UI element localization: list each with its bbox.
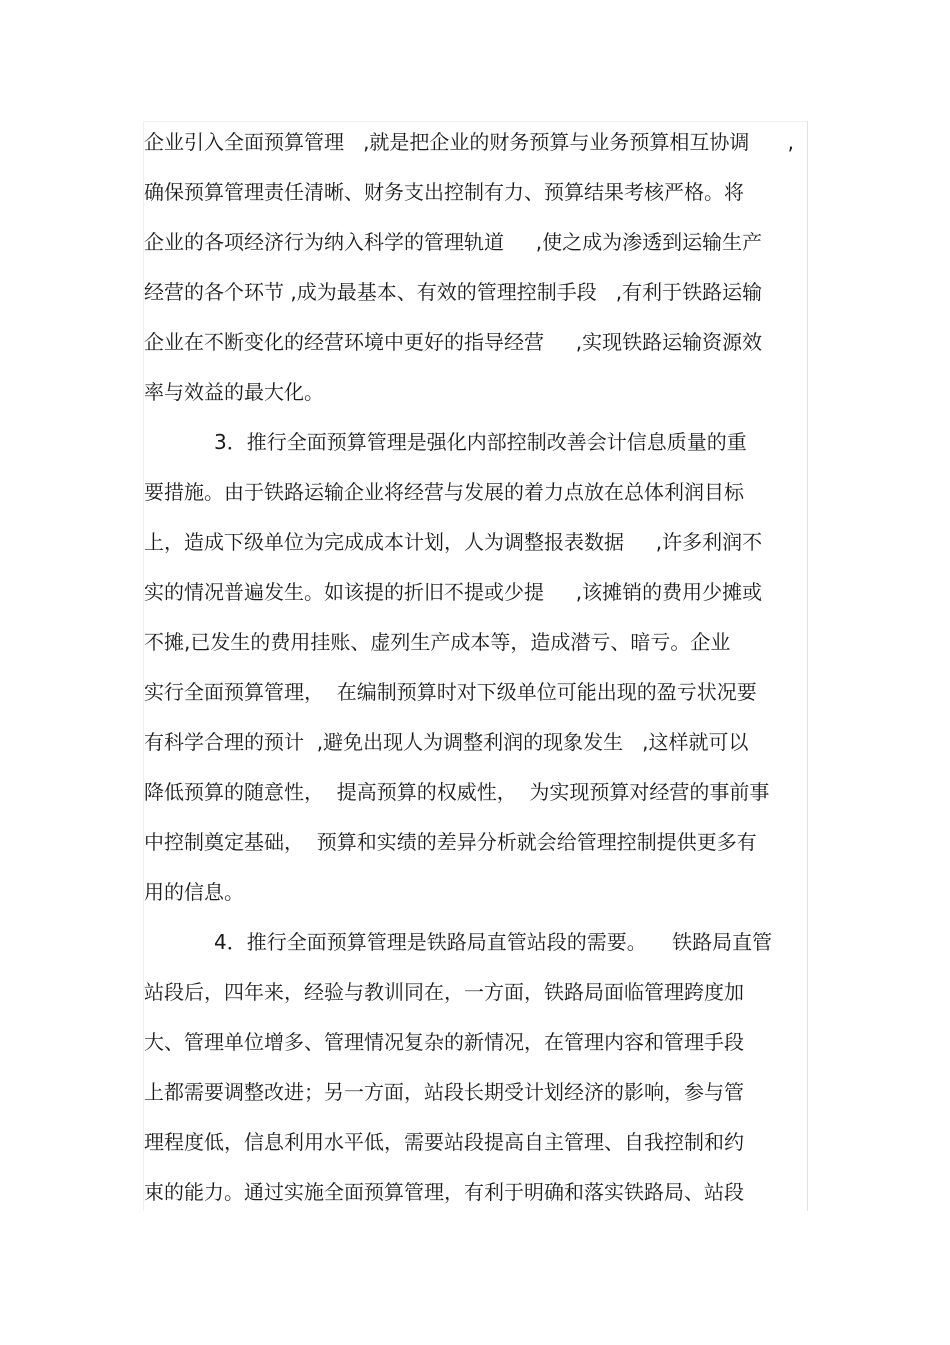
body-text-line: 确保预算管理责任清晰、财务支出控制有力、预算结果考核严格。将 bbox=[144, 180, 744, 204]
body-text-line: 企业在不断变化的经营环境中更好的指导经营 ,实现铁路运输资源效 bbox=[144, 330, 763, 354]
body-text-line: 要措施。由于铁路运输企业将经营与发展的着力点放在总体利润目标 bbox=[144, 480, 744, 504]
body-text-line: 上，造成下级单位为完成成本计划，人为调整报表数据 ,许多利润不 bbox=[144, 530, 763, 554]
body-text-line: 理程度低，信息利用水平低，需要站段提高自主管理、自我控制和约 bbox=[144, 1130, 744, 1154]
paragraph-4-first-line: 4．推行全面预算管理是铁路局直管站段的需要。 铁路局直管 bbox=[214, 930, 773, 954]
body-text-line: 上都需要调整改进；另一方面，站段长期受计划经济的影响，参与管 bbox=[144, 1080, 744, 1104]
body-text-line: 有科学合理的预计 ,避免出现人为调整利润的现象发生 ,这样就可以 bbox=[144, 730, 749, 754]
body-text-line: 站段后，四年来，经验与教训同在，一方面，铁路局面临管理跨度加 bbox=[144, 980, 744, 1004]
body-text-line: 用的信息。 bbox=[144, 880, 244, 904]
body-text-line: 实行全面预算管理， 在编制预算时对下级单位可能出现的盈亏状况要 bbox=[144, 680, 757, 704]
body-text-line: 束的能力。通过实施全面预算管理，有利于明确和落实铁路局、站段 bbox=[144, 1180, 744, 1204]
page-frame-top bbox=[143, 121, 808, 122]
body-text-line: 中控制奠定基础， 预算和实绩的差异分析就会给管理控制提供更多有 bbox=[144, 830, 757, 854]
body-text-line: 率与效益的最大化。 bbox=[144, 380, 324, 404]
paragraph-3-first-line: 3．推行全面预算管理是强化内部控制改善会计信息质量的重 bbox=[214, 430, 747, 454]
body-text-line: 经营的各个环节 ,成为最基本、有效的管理控制手段 ,有利于铁路运输 bbox=[144, 280, 763, 304]
body-text-line: 企业引入全面预算管理 ,就是把企业的财务预算与业务预算相互协调 , bbox=[144, 130, 794, 154]
body-text-line: 大、管理单位增多、管理情况复杂的新情况，在管理内容和管理手段 bbox=[144, 1030, 744, 1054]
body-text-line: 企业的各项经济行为纳入科学的管理轨道 ,使之成为渗透到运输生产 bbox=[144, 230, 763, 254]
body-text-line: 实的情况普遍发生。如该提的折旧不提或少提 ,该摊销的费用少摊或 bbox=[144, 580, 763, 604]
body-text-line: 降低预算的随意性， 提高预算的权威性， 为实现预算对经营的事前事 bbox=[144, 780, 770, 804]
body-text-line: 不摊,已发生的费用挂账、虚列生产成本等，造成潜亏、暗亏。企业 bbox=[144, 630, 731, 654]
